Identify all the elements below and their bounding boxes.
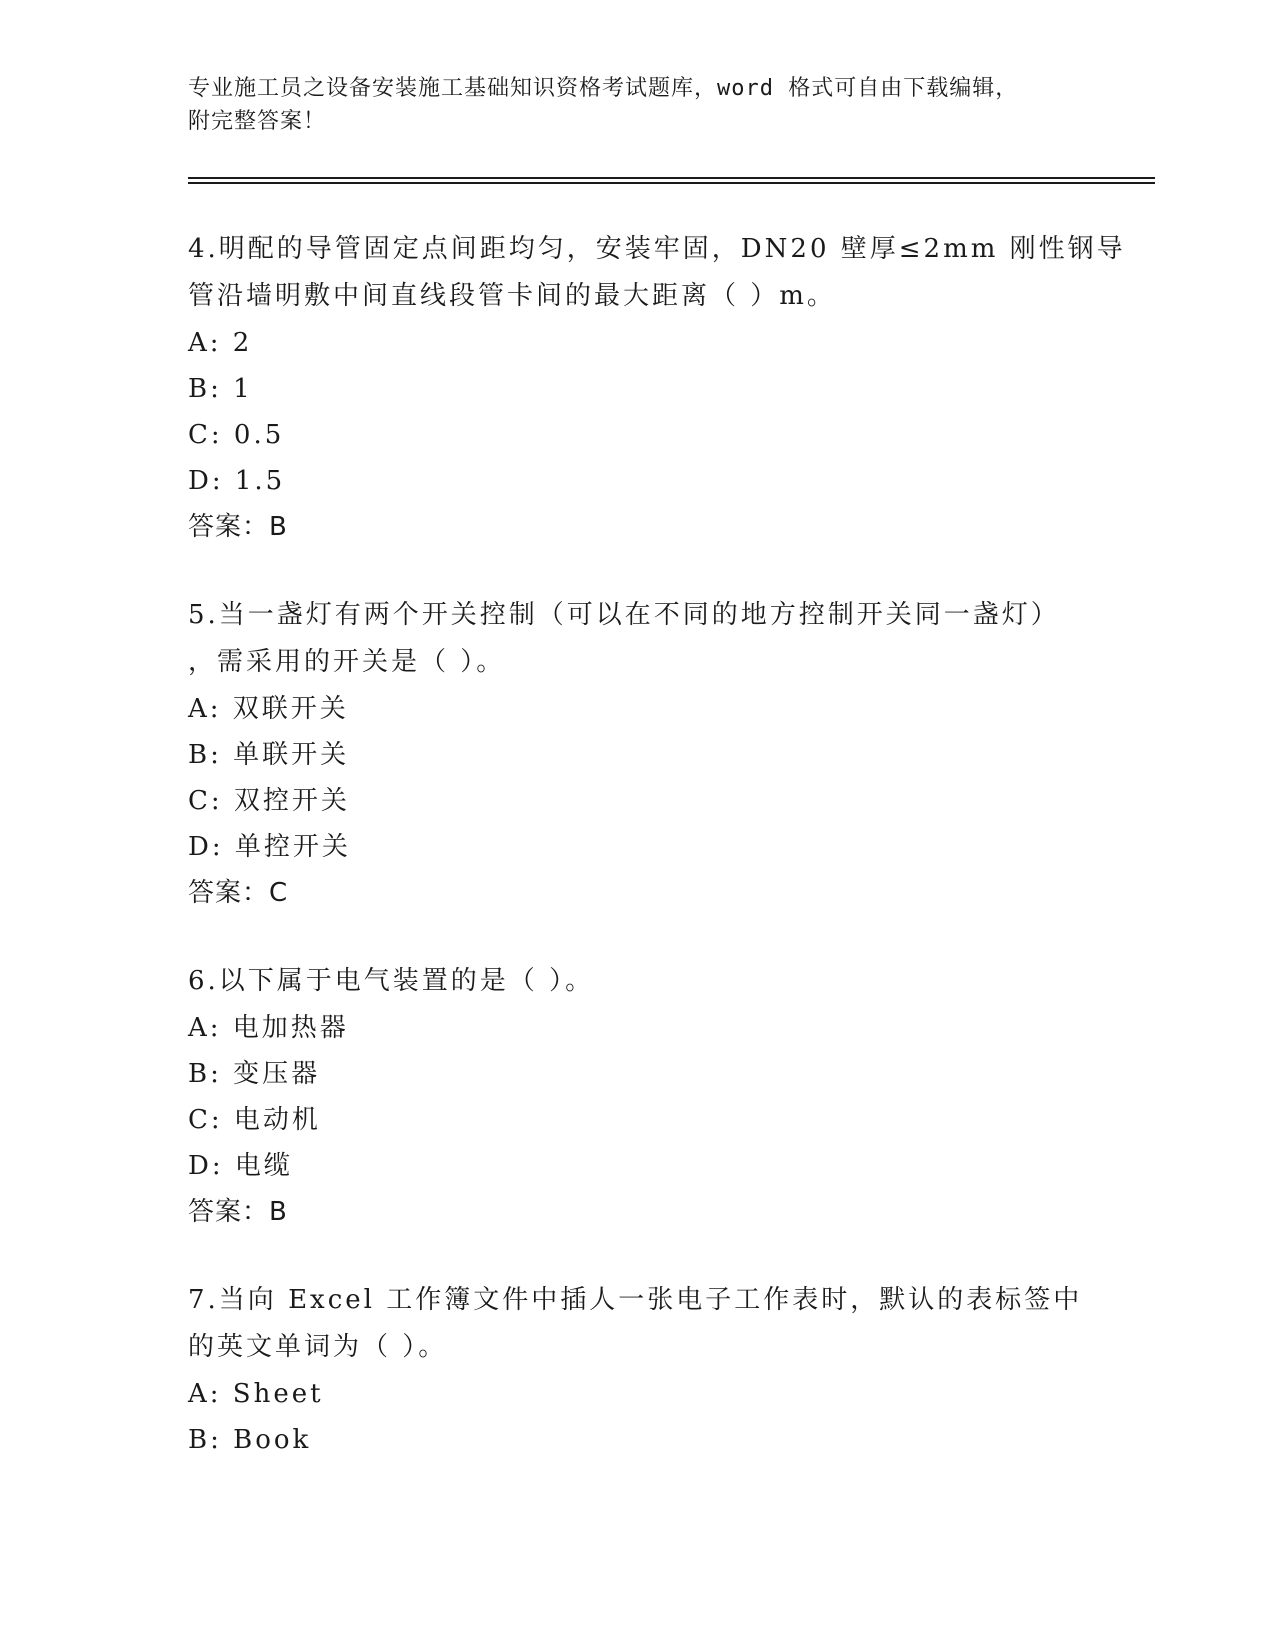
option-c: C: 双控开关 [188, 786, 350, 816]
header-divider-bottom [188, 182, 1155, 184]
question-text-line: 4.明配的导管固定点间距均匀，安装牢固，DN20 壁厚≤2mm 刚性钢导 [188, 234, 1126, 264]
question-7 [188, 1277, 1088, 1463]
option-c: C: 0.5 [188, 420, 285, 450]
option-d: D: 1.5 [188, 466, 286, 496]
option-c: C: 电动机 [188, 1105, 321, 1135]
question-5 [188, 592, 1088, 916]
answer-line: 答案：B [188, 512, 288, 542]
option-d: D: 单控开关 [188, 832, 351, 862]
answer-line: 答案：C [188, 878, 289, 908]
option-b: B: 变压器 [188, 1059, 321, 1089]
question-text-line: 管沿墙明敷中间直线段管卡间的最大距离（ ）m。 [188, 281, 836, 311]
question-6 [188, 958, 1088, 1235]
question-4 [188, 226, 1126, 550]
question-list [188, 226, 1126, 1505]
option-b: B: 单联开关 [188, 740, 350, 770]
option-d: D: 电缆 [188, 1151, 293, 1181]
option-b: B: 1 [188, 374, 253, 404]
answer-line: 答案：B [188, 1197, 288, 1227]
header-line-1: 专业施工员之设备安装施工基础知识资格考试题库，word 格式可自由下载编辑， [188, 76, 1019, 101]
option-a: A: 双联开关 [188, 694, 349, 724]
document-header [188, 72, 1088, 138]
header-divider-top [188, 177, 1155, 179]
question-text-line: 7.当向 Excel 工作簿文件中插人一张电子工作表时，默认的表标签中 [188, 1285, 1083, 1315]
question-text-line: 5.当一盏灯有两个开关控制（可以在不同的地方控制开关同一盏灯） [188, 600, 1060, 630]
option-a: A: Sheet [188, 1379, 324, 1409]
question-text-line: ，需采用的开关是（ ）。 [188, 647, 506, 677]
option-b: B: Book [188, 1425, 312, 1455]
option-a: A: 2 [188, 328, 253, 358]
question-text-line: 6.以下属于电气装置的是（ ）。 [188, 966, 595, 996]
option-a: A: 电加热器 [188, 1013, 349, 1043]
question-text-line: 的英文单词为（ ）。 [188, 1332, 448, 1362]
header-line-2: 附完整答案！ [188, 109, 327, 134]
